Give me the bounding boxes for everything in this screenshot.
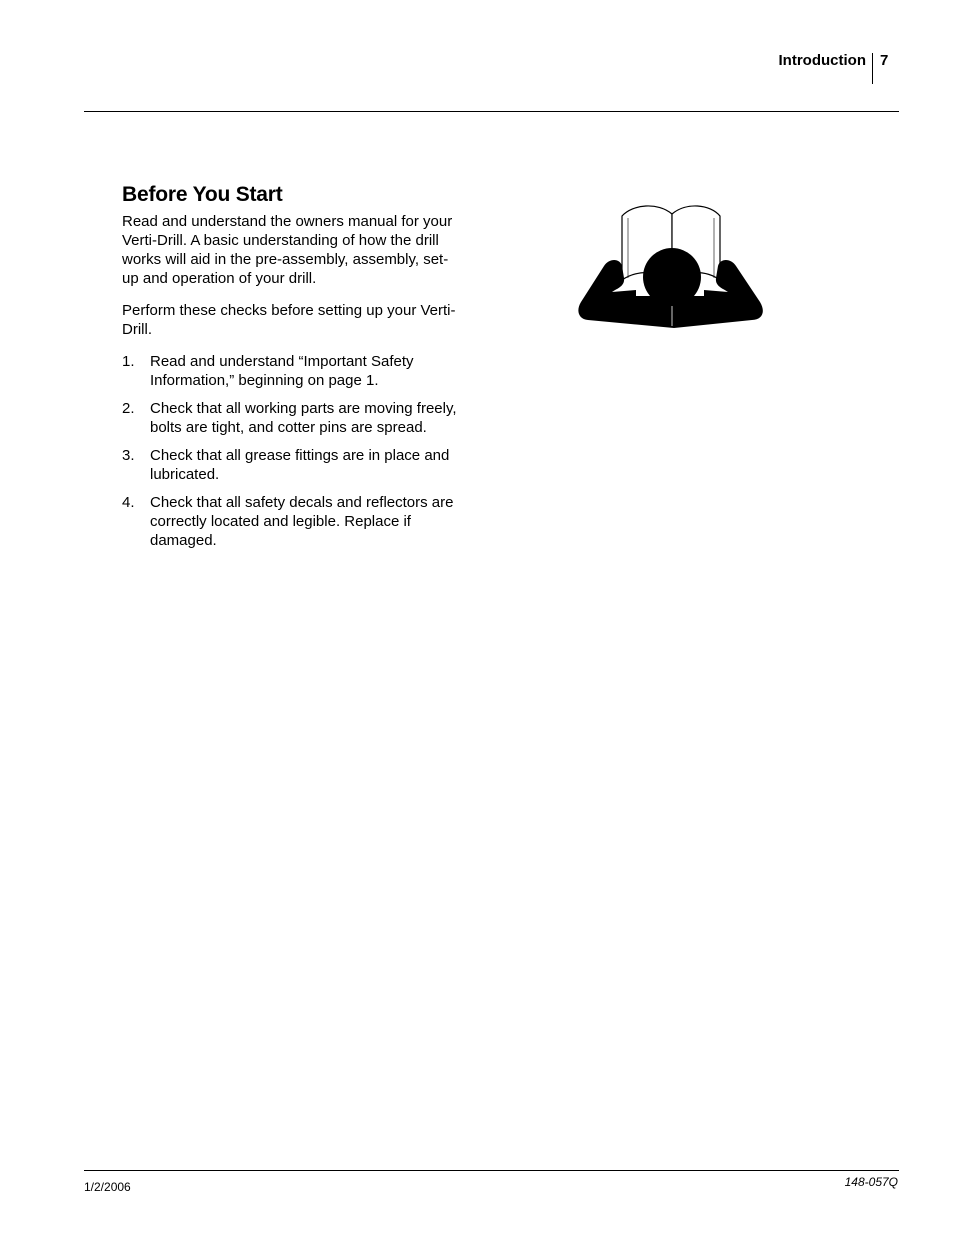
list-item — [122, 399, 462, 437]
header-rule — [84, 111, 899, 112]
footer-doc-code: 148-057Q — [844, 1175, 898, 1189]
list-item-text: Check that all working parts are moving freely, bolts are tight, and cotter pins are spread. — [150, 400, 457, 436]
header-page-number: 7 — [880, 52, 889, 69]
footer-rule — [84, 1170, 899, 1171]
section-heading: Before You Start — [122, 183, 283, 206]
checks-intro-paragraph: Perform these checks before setting up your Verti-Drill. — [122, 302, 456, 338]
list-item — [122, 446, 462, 484]
intro-paragraph: Read and understand the owners manual for your Verti-Drill. A basic understanding of how the drill works will aid in the pre-assembly, assembly, set-up and operation of your drill. — [122, 213, 453, 287]
list-item-text: Check that all safety decals and reflectors are correctly located and legible. Replace if damaged. — [150, 494, 454, 549]
list-item — [122, 493, 462, 550]
footer-date: 1/2/2006 — [84, 1180, 131, 1194]
header-section-title: Introduction — [778, 52, 866, 69]
checklist — [122, 352, 462, 559]
list-item-number: 2. — [122, 400, 135, 417]
list-item-number: 3. — [122, 447, 135, 464]
list-item-text: Read and understand “Important Safety Information,” beginning on page 1. — [150, 353, 414, 389]
list-item-text: Check that all grease fittings are in place and lubricated. — [150, 447, 450, 483]
list-item — [122, 352, 462, 390]
list-item-number: 4. — [122, 494, 135, 511]
header-separator — [872, 53, 873, 84]
list-item-number: 1. — [122, 353, 135, 370]
reading-manual-icon — [578, 198, 768, 333]
